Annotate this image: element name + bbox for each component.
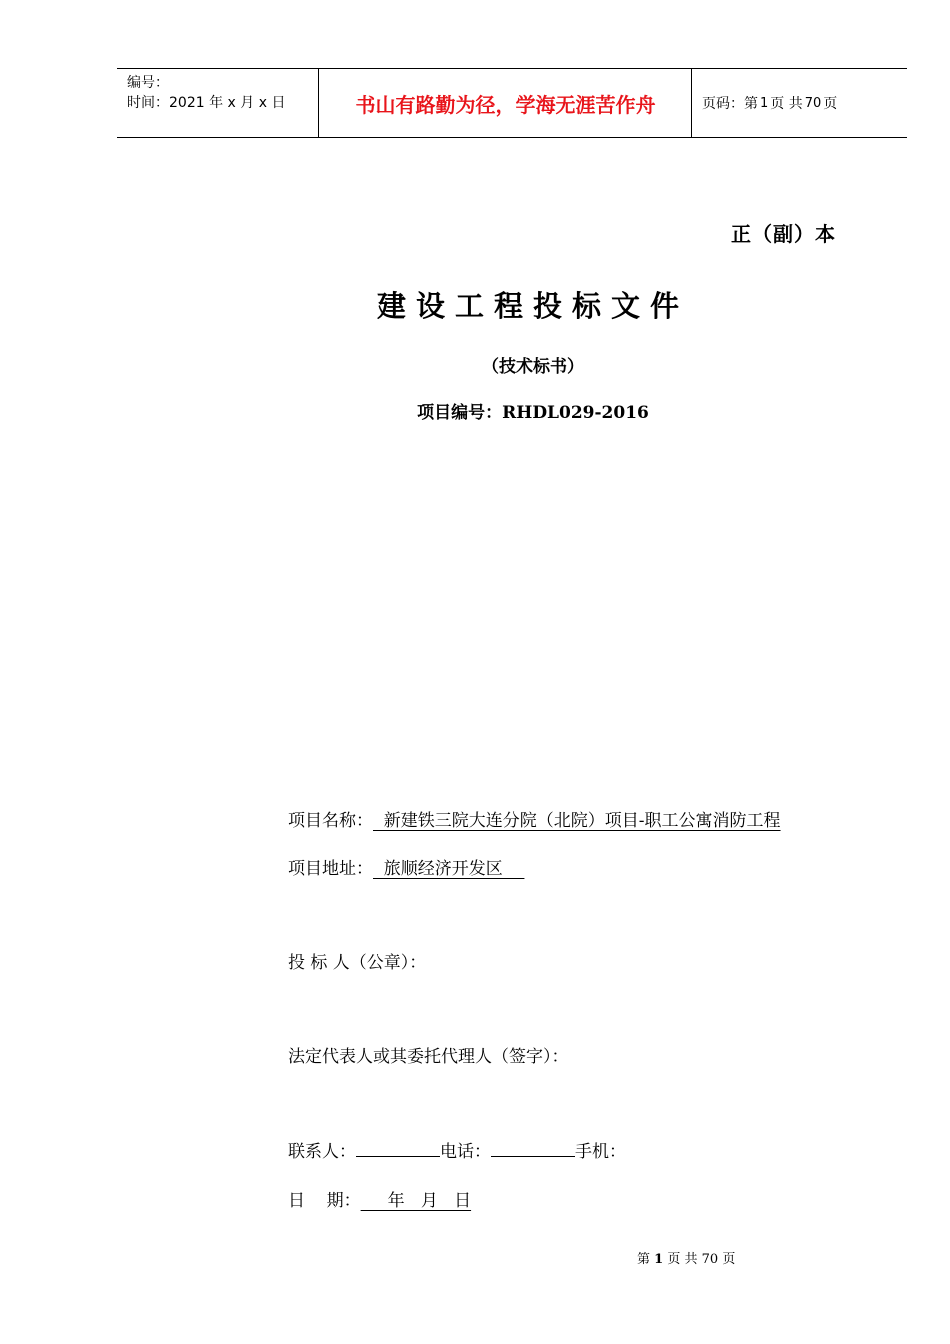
footer-total: 70 (701, 1252, 719, 1267)
footer-prefix: 第 (637, 1252, 651, 1267)
footer-mid: 页 共 (667, 1252, 698, 1267)
time-label: 时间：2021 年 x 月 x 日 (127, 95, 286, 111)
project-address-label: 项目地址： (288, 859, 373, 879)
header-page-number (702, 69, 837, 137)
page-total: 70 (804, 95, 822, 111)
project-number: 项目编号：RHDL029-2016 (417, 403, 649, 423)
page-current: 1 (760, 95, 769, 111)
representative-row (288, 1042, 569, 1067)
page-suffix: 页 (823, 96, 838, 112)
page-prefix: 页码：第 (702, 96, 758, 112)
page-footer (637, 1248, 735, 1267)
bidder-row (288, 948, 426, 973)
serial-label: 编号： (127, 75, 169, 91)
page-mid: 页 共 (770, 96, 803, 112)
footer-suffix: 页 (722, 1252, 736, 1267)
date-label: 日 期： (288, 1191, 361, 1211)
contact-row (288, 1137, 626, 1162)
phone-blank[interactable] (491, 1138, 575, 1157)
footer-current: 1 (654, 1252, 664, 1267)
project-address-value: 旅顺经济开发区 (373, 859, 525, 879)
header-table (117, 68, 907, 138)
project-address-row (288, 854, 524, 879)
project-name-label: 项目名称： (288, 811, 373, 831)
phone-label: 电话： (440, 1142, 491, 1162)
header-meta (127, 73, 285, 113)
document-subtitle: （技术标书） (482, 357, 584, 377)
project-name-value: 新建铁三院大连分院（北院）项目-职工公寓消防工程 (373, 811, 781, 831)
date-row (288, 1186, 471, 1211)
header-divider (691, 69, 692, 137)
mobile-label: 手机： (575, 1142, 626, 1162)
document-title: 建设工程投标文件 (376, 289, 689, 323)
contact-label: 联系人： (288, 1142, 356, 1162)
date-value: 年 月 日 (360, 1191, 472, 1211)
contact-blank[interactable] (356, 1138, 440, 1157)
copy-type: 正（副）本 (731, 222, 836, 246)
representative-label: 法定代表人或其委托代理人（签字）： (288, 1047, 569, 1067)
bidder-label: 投 标 人（公章）： (288, 953, 427, 973)
project-name-row (288, 806, 781, 831)
header-motto: 书山有路勤为径，学海无涯苦作舟 (355, 92, 656, 117)
